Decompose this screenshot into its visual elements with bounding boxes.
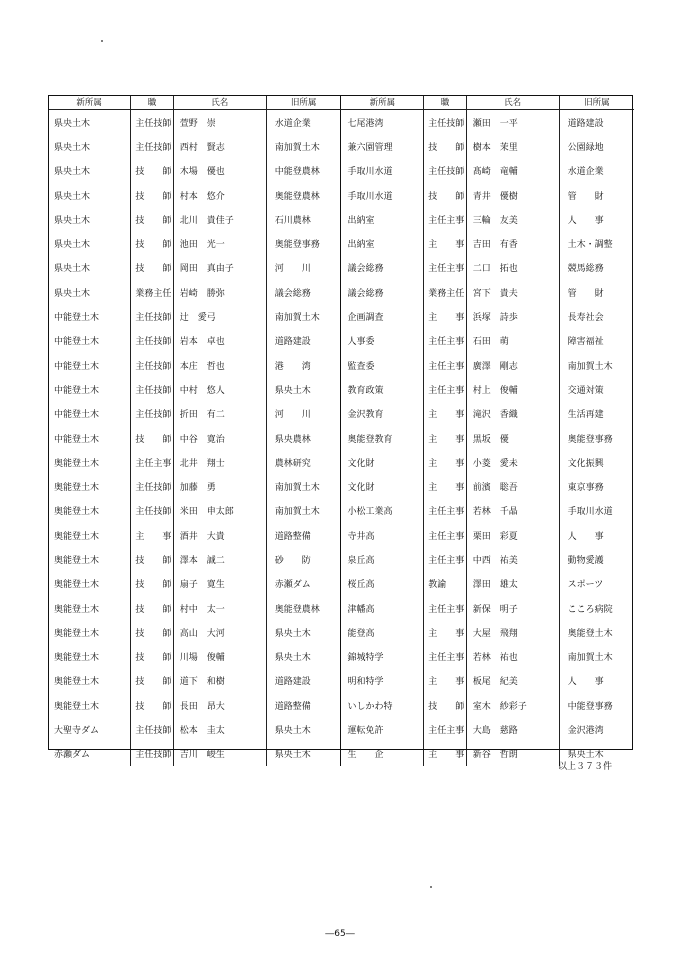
- personnel-table: [48, 95, 634, 766]
- position-cell: 主 事: [424, 620, 466, 644]
- name-cell: 若林 祐也: [466, 645, 559, 669]
- new-dept-cell: 中能登土木: [54, 337, 100, 348]
- new-dept-cell: 人事委: [341, 329, 424, 353]
- old-dept-cell: 生活再建: [559, 402, 634, 426]
- old-dept-cell: 南加賀土木: [266, 474, 341, 498]
- new-dept-cell: 監査委: [341, 353, 424, 377]
- position-cell: 主任技師: [131, 742, 173, 766]
- table-row: [48, 669, 634, 693]
- name-cell: 板尾 紀美: [466, 669, 559, 693]
- name-cell: 滝沢 香織: [466, 402, 559, 426]
- new-dept-cell: 出納室: [341, 207, 424, 231]
- old-dept-cell: 道路建設: [559, 110, 634, 135]
- name-cell: 長田 昂大: [173, 693, 266, 717]
- new-dept-cell: 能登高: [341, 620, 424, 644]
- position-cell: 主任主事: [424, 353, 466, 377]
- header-new-dept: 新所属: [48, 95, 131, 110]
- old-dept-cell: 石川農林: [266, 207, 341, 231]
- old-dept-cell: 河 川: [266, 256, 341, 280]
- old-dept-cell: 道路整備: [266, 693, 341, 717]
- table-row: [48, 572, 634, 596]
- position-cell: 主 事: [424, 231, 466, 255]
- position-cell: 主任主事: [424, 596, 466, 620]
- new-dept-cell: 文化財: [341, 474, 424, 498]
- old-dept-cell: 手取川水道: [559, 499, 634, 523]
- old-dept-cell: 県央土木: [266, 377, 341, 401]
- old-dept-cell: 県央土木: [266, 717, 341, 741]
- position-cell: 主任技師: [424, 110, 466, 135]
- position-cell: 主任技師: [131, 717, 173, 741]
- new-dept-cell: 錦城特学: [341, 645, 424, 669]
- old-dept-cell: 奥能登農林: [266, 596, 341, 620]
- old-dept-cell: 県央農林: [266, 426, 341, 450]
- name-cell: 栗田 彩夏: [466, 523, 559, 547]
- name-cell: 吉川 峻生: [173, 742, 266, 766]
- position-cell: 技 師: [131, 620, 173, 644]
- position-cell: 技 師: [131, 596, 173, 620]
- name-cell: 新保 明子: [466, 596, 559, 620]
- name-cell: 前濱 聡吾: [466, 474, 559, 498]
- old-dept-cell: 動物愛護: [559, 547, 634, 571]
- new-dept-cell: 議会総務: [341, 280, 424, 304]
- position-cell: 主任技師: [131, 402, 173, 426]
- old-dept-cell: 南加賀土木: [559, 645, 634, 669]
- name-cell: 折田 有二: [173, 402, 266, 426]
- name-cell: 本庄 哲也: [173, 353, 266, 377]
- old-dept-cell: 公園緑地: [559, 134, 634, 158]
- new-dept-cell: 奥能登土木: [54, 555, 100, 566]
- table-row: [48, 742, 634, 766]
- new-dept-cell: 津幡高: [341, 596, 424, 620]
- total-count: 以上３７３件: [557, 762, 612, 772]
- name-cell: 米田 申太郎: [173, 499, 266, 523]
- old-dept-cell: 文化振興: [559, 450, 634, 474]
- new-dept-cell: 寺井高: [341, 523, 424, 547]
- new-dept-cell: 手取川水道: [341, 159, 424, 183]
- new-dept-cell: 県央土木: [54, 142, 91, 153]
- position-cell: 主 事: [424, 474, 466, 498]
- position-cell: 主任技師: [131, 304, 173, 328]
- new-dept-cell: 中能登土木: [54, 410, 100, 421]
- old-dept-cell: 赤瀬ダム: [266, 572, 341, 596]
- old-dept-cell: 水道企業: [559, 159, 634, 183]
- new-dept-cell: 中能登土木: [54, 434, 100, 445]
- old-dept-cell: 東京事務: [559, 474, 634, 498]
- new-dept-cell: 赤瀬ダム: [54, 750, 91, 761]
- new-dept-cell: 中能登土木: [54, 313, 100, 324]
- old-dept-cell: 奥能登事務: [266, 231, 341, 255]
- position-cell: 主任技師: [131, 499, 173, 523]
- position-cell: 主任主事: [424, 717, 466, 741]
- name-cell: 中谷 寛治: [173, 426, 266, 450]
- new-dept-cell: 七尾港湾: [341, 110, 424, 135]
- new-dept-cell: 県央土木: [54, 288, 91, 299]
- new-dept-cell: 奥能登土木: [54, 604, 100, 615]
- table-row: [48, 353, 634, 377]
- table-row: [48, 523, 634, 547]
- old-dept-cell: 南加賀土木: [266, 304, 341, 328]
- name-cell: 北井 翔士: [173, 450, 266, 474]
- name-cell: 北川 貴佳子: [173, 207, 266, 231]
- old-dept-cell: 県央土木: [266, 645, 341, 669]
- name-cell: 村本 悠介: [173, 183, 266, 207]
- name-cell: 浜塚 詩歩: [466, 304, 559, 328]
- old-dept-cell: 南加賀土木: [266, 134, 341, 158]
- old-dept-cell: 奥能登事務: [559, 426, 634, 450]
- old-dept-cell: 管 財: [559, 280, 634, 304]
- name-cell: 瀬田 一平: [466, 110, 559, 135]
- position-cell: 主任主事: [424, 256, 466, 280]
- position-cell: 主 事: [131, 523, 173, 547]
- new-dept-cell: 県央土木: [54, 264, 91, 275]
- name-cell: 三輪 友美: [466, 207, 559, 231]
- old-dept-cell: 道路建設: [266, 669, 341, 693]
- name-cell: 新谷 哲朗: [466, 742, 559, 766]
- table-row: [48, 547, 634, 571]
- position-cell: 主 事: [424, 450, 466, 474]
- position-cell: 主任技師: [131, 474, 173, 498]
- position-cell: 技 師: [131, 693, 173, 717]
- old-dept-cell: 県央土木: [559, 742, 634, 766]
- position-cell: 技 師: [131, 231, 173, 255]
- position-cell: 主任技師: [131, 377, 173, 401]
- table-row: [48, 159, 634, 183]
- position-cell: 主任技師: [131, 134, 173, 158]
- name-cell: 若林 千晶: [466, 499, 559, 523]
- new-dept-cell: 兼六園管理: [341, 134, 424, 158]
- name-cell: 室木 紗彩子: [466, 693, 559, 717]
- old-dept-cell: 競馬総務: [559, 256, 634, 280]
- position-cell: 主任主事: [424, 523, 466, 547]
- name-cell: 岩本 卓也: [173, 329, 266, 353]
- position-cell: 業務主任: [424, 280, 466, 304]
- new-dept-cell: 明和特学: [341, 669, 424, 693]
- position-cell: 技 師: [131, 547, 173, 571]
- table-row: [48, 231, 634, 255]
- new-dept-cell: 県央土木: [54, 240, 91, 251]
- new-dept-cell: 桜丘高: [341, 572, 424, 596]
- new-dept-cell: 出納室: [341, 231, 424, 255]
- new-dept-cell: 県央土木: [54, 191, 91, 202]
- table-row: [48, 450, 634, 474]
- name-cell: 岡田 真由子: [173, 256, 266, 280]
- table-row: [48, 280, 634, 304]
- position-cell: 主任主事: [424, 207, 466, 231]
- position-cell: 技 師: [131, 572, 173, 596]
- name-cell: 宮下 貴夫: [466, 280, 559, 304]
- header-name: 氏名: [466, 95, 559, 110]
- old-dept-cell: 奥能登農林: [266, 183, 341, 207]
- name-cell: 池田 光一: [173, 231, 266, 255]
- new-dept-cell: 県央土木: [54, 215, 91, 226]
- table-row: [48, 329, 634, 353]
- name-cell: 青井 優樹: [466, 183, 559, 207]
- name-cell: 澤田 雄太: [466, 572, 559, 596]
- new-dept-cell: 奥能登土木: [54, 531, 100, 542]
- table-row: [48, 134, 634, 158]
- position-cell: 主任主事: [424, 499, 466, 523]
- table-row: [48, 693, 634, 717]
- old-dept-cell: 道路建設: [266, 329, 341, 353]
- new-dept-cell: 奥能登土木: [54, 507, 100, 518]
- header-name: 氏名: [173, 95, 266, 110]
- old-dept-cell: 奥能登土木: [559, 620, 634, 644]
- name-cell: 黒坂 優: [466, 426, 559, 450]
- old-dept-cell: 河 川: [266, 402, 341, 426]
- name-cell: 川場 俊輔: [173, 645, 266, 669]
- table-row: [48, 256, 634, 280]
- position-cell: 技 師: [131, 159, 173, 183]
- new-dept-cell: 奥能登土木: [54, 701, 100, 712]
- old-dept-cell: 港 湾: [266, 353, 341, 377]
- name-cell: 吉田 有香: [466, 231, 559, 255]
- name-cell: 木場 優也: [173, 159, 266, 183]
- name-cell: 松本 圭太: [173, 717, 266, 741]
- name-cell: 酒井 大貴: [173, 523, 266, 547]
- table-row: [48, 474, 634, 498]
- old-dept-cell: 県央土木: [266, 620, 341, 644]
- table-row: [48, 402, 634, 426]
- table-row: [48, 645, 634, 669]
- old-dept-cell: 長寿社会: [559, 304, 634, 328]
- new-dept-cell: 奥能登土木: [54, 580, 100, 591]
- scan-speck: [101, 40, 103, 42]
- table-row: [48, 183, 634, 207]
- name-cell: 髙崎 竜輔: [466, 159, 559, 183]
- position-cell: 技 師: [424, 693, 466, 717]
- name-cell: 樹本 茉里: [466, 134, 559, 158]
- table-row: [48, 426, 634, 450]
- table-row: [48, 377, 634, 401]
- name-cell: 村中 太一: [173, 596, 266, 620]
- name-cell: 扇子 寛生: [173, 572, 266, 596]
- new-dept-cell: 小松工業高: [341, 499, 424, 523]
- position-cell: 主 事: [424, 669, 466, 693]
- table-row: [48, 596, 634, 620]
- position-cell: 主 事: [424, 304, 466, 328]
- old-dept-cell: 土木・調整: [559, 231, 634, 255]
- position-cell: 主任技師: [131, 353, 173, 377]
- page-number: ―65―: [325, 929, 355, 939]
- old-dept-cell: 管 財: [559, 183, 634, 207]
- name-cell: 道下 和樹: [173, 669, 266, 693]
- position-cell: 技 師: [131, 207, 173, 231]
- position-cell: 主 事: [424, 402, 466, 426]
- name-cell: 高山 大河: [173, 620, 266, 644]
- position-cell: 技 師: [131, 669, 173, 693]
- name-cell: 小菱 愛未: [466, 450, 559, 474]
- new-dept-cell: 中能登土木: [54, 385, 100, 396]
- name-cell: 辻 愛弓: [173, 304, 266, 328]
- name-cell: 萱野 崇: [173, 110, 266, 135]
- name-cell: 大屋 飛翔: [466, 620, 559, 644]
- position-cell: 技 師: [131, 256, 173, 280]
- old-dept-cell: 交通対策: [559, 377, 634, 401]
- position-cell: 主任主事: [424, 377, 466, 401]
- position-cell: 技 師: [131, 426, 173, 450]
- new-dept-cell: 大聖寺ダム: [54, 726, 100, 737]
- name-cell: 村上 俊輔: [466, 377, 559, 401]
- old-dept-cell: 中能登事務: [559, 693, 634, 717]
- table-row: [48, 717, 634, 741]
- header-position: 職: [424, 95, 466, 110]
- old-dept-cell: スポーツ: [559, 572, 634, 596]
- table-body: [48, 110, 634, 767]
- new-dept-cell: 運転免許: [341, 717, 424, 741]
- name-cell: 中西 祐美: [466, 547, 559, 571]
- old-dept-cell: 県央土木: [266, 742, 341, 766]
- old-dept-cell: 金沢港湾: [559, 717, 634, 741]
- position-cell: 主任主事: [131, 450, 173, 474]
- old-dept-cell: 道路整備: [266, 523, 341, 547]
- position-cell: 主 事: [424, 426, 466, 450]
- old-dept-cell: 農林研究: [266, 450, 341, 474]
- new-dept-cell: 文化財: [341, 450, 424, 474]
- table-row: [48, 499, 634, 523]
- old-dept-cell: こころ病院: [559, 596, 634, 620]
- header-new-dept: 新所属: [341, 95, 424, 110]
- old-dept-cell: 中能登農林: [266, 159, 341, 183]
- position-cell: 主任技師: [424, 159, 466, 183]
- name-cell: 中村 悠人: [173, 377, 266, 401]
- new-dept-cell: 手取川水道: [341, 183, 424, 207]
- new-dept-cell: 奥能登土木: [54, 483, 100, 494]
- new-dept-cell: 県央土木: [54, 118, 91, 129]
- table-row: [48, 304, 634, 328]
- position-cell: 技 師: [131, 645, 173, 669]
- new-dept-cell: 生 企: [341, 742, 424, 766]
- new-dept-cell: 企画調査: [341, 304, 424, 328]
- position-cell: 業務主任: [131, 280, 173, 304]
- new-dept-cell: 中能登土木: [54, 361, 100, 372]
- new-dept-cell: 奥能登土木: [54, 653, 100, 664]
- name-cell: 西村 賢志: [173, 134, 266, 158]
- old-dept-cell: 議会総務: [266, 280, 341, 304]
- position-cell: 主任主事: [424, 645, 466, 669]
- position-cell: 主任主事: [424, 547, 466, 571]
- old-dept-cell: 人 事: [559, 523, 634, 547]
- table-row: [48, 620, 634, 644]
- table-row: [48, 207, 634, 231]
- header-position: 職: [131, 95, 173, 110]
- new-dept-cell: 奥能登土木: [54, 458, 100, 469]
- name-cell: 加藤 勇: [173, 474, 266, 498]
- new-dept-cell: 県央土木: [54, 167, 91, 178]
- new-dept-cell: 教育政策: [341, 377, 424, 401]
- new-dept-cell: 泉丘高: [341, 547, 424, 571]
- position-cell: 主任技師: [131, 329, 173, 353]
- position-cell: 主任技師: [131, 110, 173, 135]
- table-header-row: [48, 95, 634, 110]
- position-cell: 主 事: [424, 742, 466, 766]
- name-cell: 二口 拓也: [466, 256, 559, 280]
- old-dept-cell: 障害福祉: [559, 329, 634, 353]
- position-cell: 教諭: [424, 572, 466, 596]
- name-cell: 石田 萌: [466, 329, 559, 353]
- new-dept-cell: 奥能登土木: [54, 628, 100, 639]
- new-dept-cell: 奥能登土木: [54, 677, 100, 688]
- new-dept-cell: 議会総務: [341, 256, 424, 280]
- name-cell: 澤本 誠二: [173, 547, 266, 571]
- scan-speck: [430, 886, 432, 888]
- name-cell: 大島 慈路: [466, 717, 559, 741]
- new-dept-cell: いしかわ特: [341, 693, 424, 717]
- table-row: [48, 110, 634, 135]
- old-dept-cell: 水道企業: [266, 110, 341, 135]
- position-cell: 技 師: [131, 183, 173, 207]
- old-dept-cell: 南加賀土木: [266, 499, 341, 523]
- name-cell: 廣澤 剛志: [466, 353, 559, 377]
- position-cell: 技 師: [424, 134, 466, 158]
- old-dept-cell: 砂 防: [266, 547, 341, 571]
- old-dept-cell: 人 事: [559, 669, 634, 693]
- name-cell: 岩崎 勝弥: [173, 280, 266, 304]
- old-dept-cell: 南加賀土木: [559, 353, 634, 377]
- new-dept-cell: 奥能登教育: [341, 426, 424, 450]
- new-dept-cell: 金沢教育: [341, 402, 424, 426]
- old-dept-cell: 人 事: [559, 207, 634, 231]
- position-cell: 主任主事: [424, 329, 466, 353]
- position-cell: 技 師: [424, 183, 466, 207]
- header-old-dept: 旧所属: [559, 95, 634, 110]
- header-old-dept: 旧所属: [266, 95, 341, 110]
